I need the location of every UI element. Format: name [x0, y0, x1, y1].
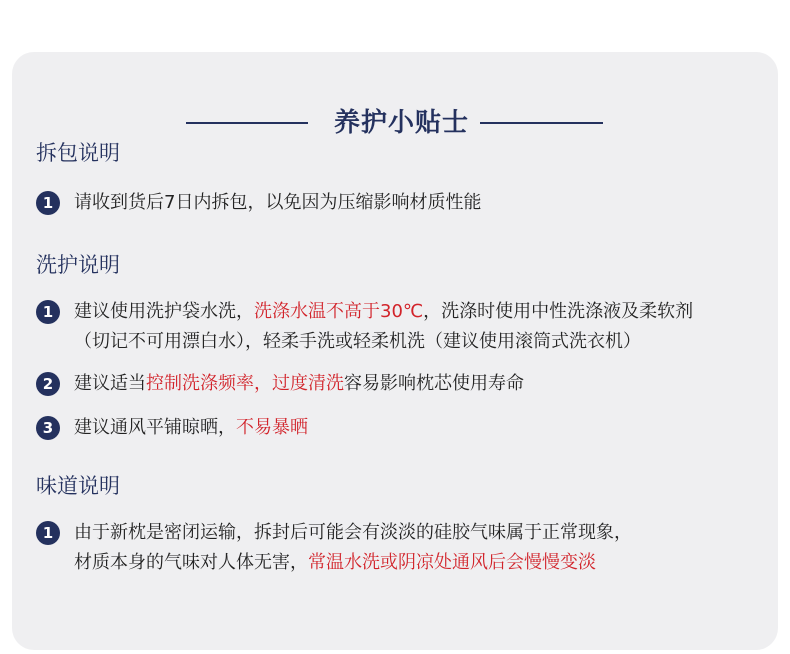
- number-badge: 1: [36, 521, 60, 545]
- item-text-plain: 建议通风平铺晾晒，: [74, 417, 236, 438]
- item-text-plain: 建议使用洗护袋水洗，: [74, 301, 254, 322]
- item-text-highlight: 不易暴晒: [236, 417, 308, 438]
- item-text: [74, 185, 764, 221]
- section-heading-odor: 味道说明: [36, 474, 120, 498]
- item-text-highlight: 控制洗涤频率，过度清洗: [146, 373, 344, 394]
- item-text-plain: 材质本身的气味对人体无害，: [74, 552, 308, 573]
- item-text-plain: 由于新枕是密闭运输，拆封后可能会有淡淡的硅胶气味属于正常现象，: [74, 522, 632, 543]
- item-line: [74, 548, 764, 578]
- section-heading-washing: 洗护说明: [36, 253, 120, 277]
- item-line: [74, 297, 764, 327]
- title-row: [0, 103, 790, 143]
- item-line: [74, 327, 764, 357]
- section-heading-unpacking: 拆包说明: [36, 141, 120, 165]
- item-text-plain: 建议适当: [74, 373, 146, 394]
- item-text-highlight: 常温水洗或阴凉处通风后会慢慢变淡: [308, 552, 596, 573]
- title-divider-left: [186, 122, 308, 124]
- number-badge: 1: [36, 300, 60, 324]
- item-text: [74, 410, 764, 446]
- page-title: 养护小贴士: [334, 108, 470, 138]
- item-text-plain: ，洗涤时使用中性洗涤液及柔软剂: [423, 301, 694, 322]
- title-divider-right: [480, 122, 603, 124]
- number-badge: 3: [36, 416, 60, 440]
- number-badge: 2: [36, 372, 60, 396]
- item-text-plain: （切记不可用漂白水），轻柔手洗或轻柔机洗（建议使用滚筒式洗衣机）: [74, 331, 641, 352]
- item-text-plain: 容易影响枕芯使用寿命: [344, 373, 524, 394]
- item-text: [74, 518, 764, 578]
- item-text-plain: 请收到货后7日内拆包，以免因为压缩影响材质性能: [74, 192, 482, 213]
- item-text-highlight: 洗涤水温不高于30℃: [254, 301, 424, 322]
- number-badge: 1: [36, 191, 60, 215]
- item-text: [74, 366, 764, 402]
- item-text: [74, 297, 764, 357]
- item-line: [74, 518, 764, 548]
